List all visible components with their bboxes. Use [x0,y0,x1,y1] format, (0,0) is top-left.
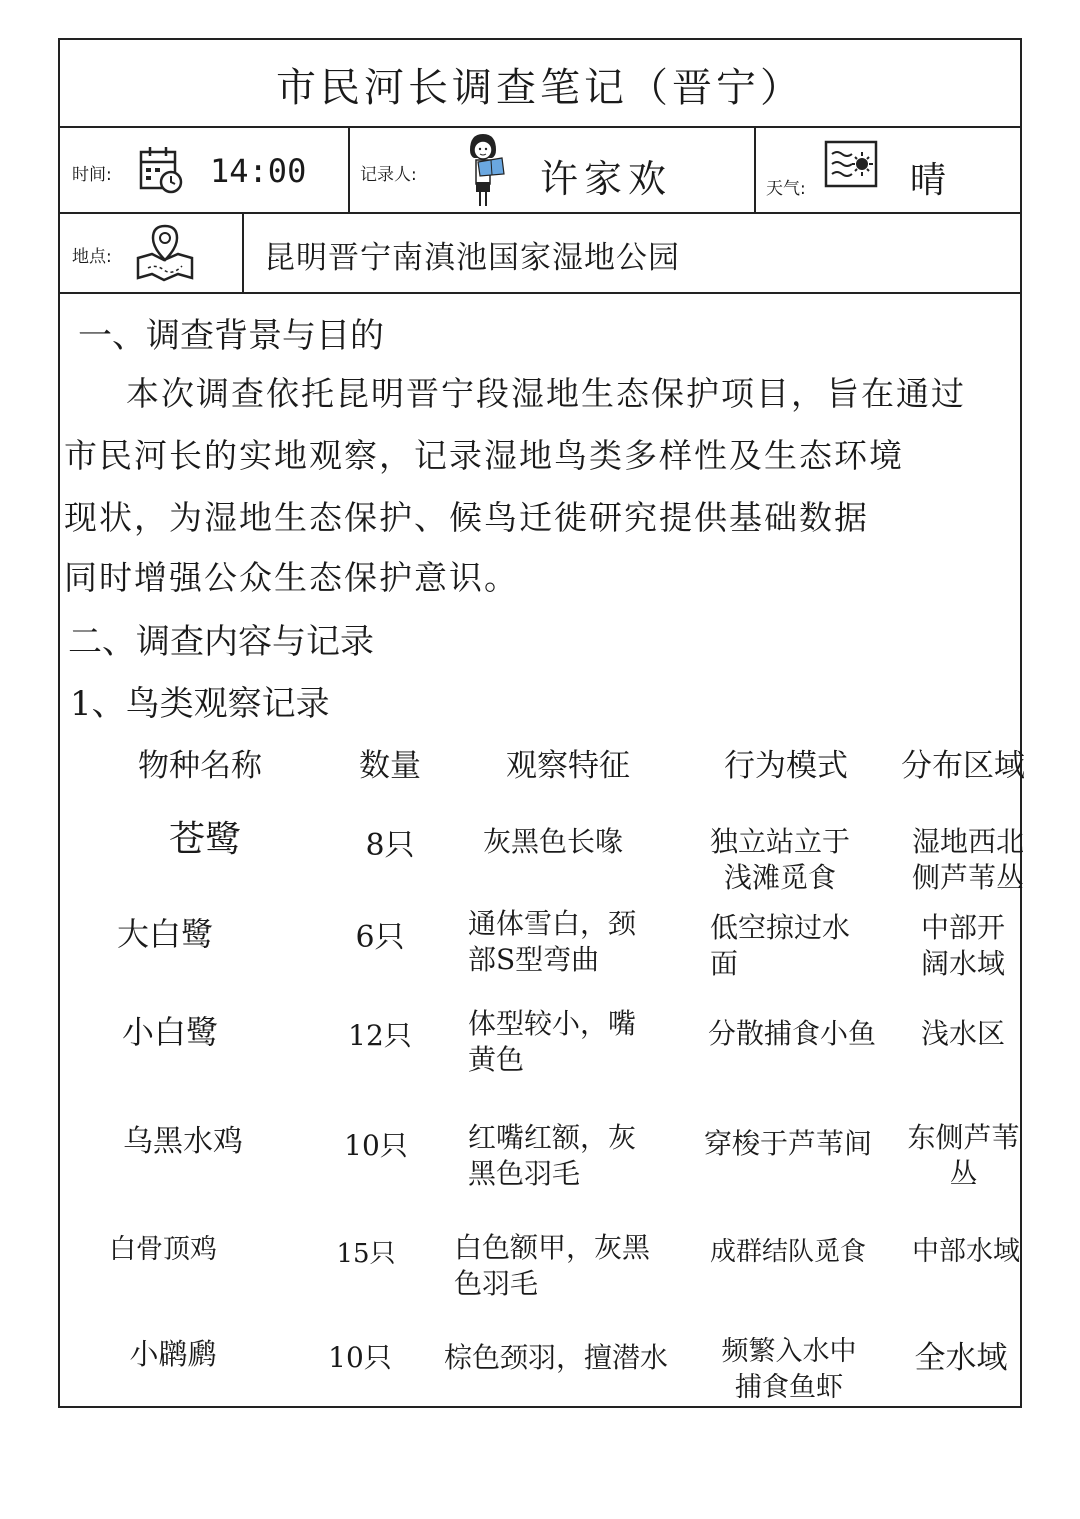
meta-divider-2 [754,126,756,212]
table-cell-area: 东侧芦苇丛 [907,1121,1020,1190]
time-label: 时间: [72,165,112,185]
table-cell-area: 全水域 [914,1340,1008,1376]
weather-label: 天气: [766,179,806,199]
map-pin-icon [134,222,196,286]
location-value: 昆明晋宁南滇池国家湿地公园 [264,240,680,276]
header-count: 数量 [359,748,421,784]
recorder-label: 记录人: [360,165,417,185]
meta-divider-1 [348,126,350,212]
table-cell-area: 湿地西北侧芦苇丛 [911,825,1024,894]
table-cell-count: 8只 [365,828,415,863]
table-cell-behavior: 频繁入水中捕食鱼虾 [721,1336,857,1403]
section2-subheading: 1、鸟类观察记录 [70,684,330,724]
survey-notebook-sheet [58,38,1025,1408]
page-title: 市民河长调查笔记（晋宁） [276,65,804,111]
table-cell-behavior: 分散捕食小鱼 [708,1017,877,1050]
weather-value: 晴 [910,160,947,201]
header-behavior: 行为模式 [724,748,848,784]
section1-line-3: 现状，为湿地生态保护、候鸟迁徙研究提供基础数据 [64,498,869,537]
notes-body [60,294,1025,1406]
table-cell-species: 乌黑水鸡 [123,1124,243,1159]
table-cell-species: 白骨顶鸡 [109,1234,217,1265]
section1-line-2: 市民河长的实地观察，记录湿地鸟类多样性及生态环境 [64,436,904,475]
section2-heading: 二、调查内容与记录 [68,622,374,662]
header-area: 分布区域 [901,748,1025,784]
title-row [60,40,1020,128]
header-species: 物种名称 [138,748,262,784]
table-cell-behavior: 低空掠过水面 [710,911,851,980]
location-row [60,212,1020,294]
table-cell-feature: 体型较小，嘴黄色 [468,1007,637,1076]
table-cell-behavior: 独立站立于浅滩觅食 [710,825,851,894]
location-label: 地点: [72,247,112,267]
table-cell-area: 浅水区 [920,1017,1005,1050]
table-cell-feature: 灰黑色长喙 [482,825,623,858]
header-feature: 观察特征 [506,748,630,784]
time-value: 14:00 [210,152,307,190]
table-cell-feature: 白色额甲，灰黑色羽毛 [454,1231,651,1300]
table-cell-behavior: 穿梭于芦苇间 [704,1127,873,1160]
calendar-clock-icon [138,144,186,198]
section1-line-4: 同时增强公众生态保护意识。 [64,558,519,597]
table-cell-feature: 红嘴红额，灰黑色羽毛 [468,1121,637,1190]
sun-haze-icon [824,140,880,194]
table-cell-behavior: 成群结队觅食 [709,1237,866,1267]
location-divider [242,212,244,292]
table-cell-feature: 棕色颈羽，擅潜水 [444,1341,669,1374]
table-cell-feature: 通体雪白，颈部S型弯曲 [468,907,637,976]
table-cell-count: 15只 [336,1239,396,1269]
recorder-value: 许家欢 [540,157,673,201]
table-cell-species: 大白鹭 [116,915,213,953]
section1-heading: 一、调查背景与目的 [78,316,384,356]
table-cell-species: 小䴙䴘 [129,1337,217,1371]
section1-line-1: 本次调查依托昆明晋宁段湿地生态保护项目，旨在通过 [126,374,966,413]
table-cell-area: 中部开阔水域 [920,911,1005,980]
table-cell-species: 苍鹭 [168,819,241,860]
table-cell-species: 小白鹭 [121,1013,218,1051]
table-cell-count: 12只 [348,1019,412,1052]
table-cell-count: 10只 [344,1129,408,1162]
table-cell-area: 中部水域 [912,1236,1020,1267]
table-cell-count: 6只 [355,920,405,955]
person-reading-icon [456,128,510,216]
table-cell-count: 10只 [328,1341,392,1374]
meta-row [60,126,1020,214]
